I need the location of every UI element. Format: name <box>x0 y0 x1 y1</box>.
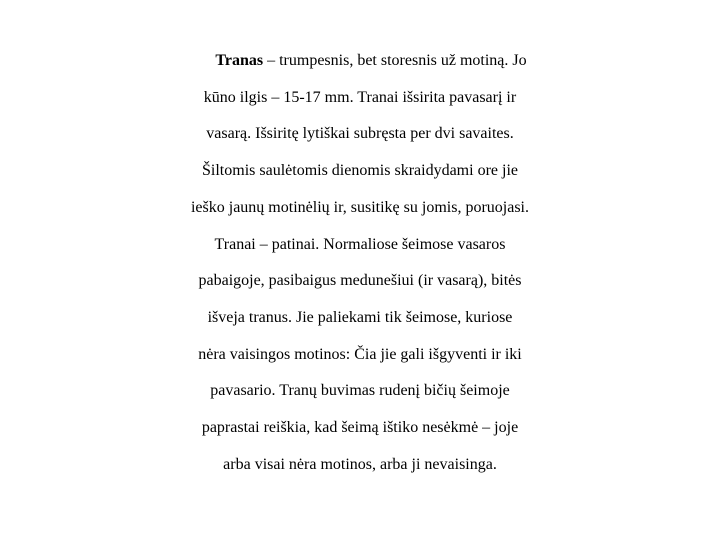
text-line: Tranai – patinai. Normaliose šeimose vasaros <box>214 235 506 253</box>
text-line-content: – trumpesnis, bet storesnis už motiną. Jo <box>263 52 527 69</box>
text-line: Šiltomis saulėtomis dienomis skraidydami ore jie <box>202 162 518 180</box>
text-line: išveja tranus. Jie paliekami tik šeimose, kuriose <box>207 308 513 326</box>
term-heading: Tranas <box>215 52 264 69</box>
text-line: pabaigoje, pasibaigus medunešiui (ir vasarą), bitės <box>198 272 522 290</box>
text-line <box>0 43 720 80</box>
text-line: paprastai reiškia, kad šeimą ištiko nesėkmė – joje <box>201 419 519 437</box>
text-line: nėra vaisingos motinos: Čia jie gali išgyventi ir iki <box>198 345 522 363</box>
text-line: kūno ilgis – 15-17 mm. Tranai išsirita pavasarį ir <box>203 88 517 106</box>
text-line: vasarą. Išsiritę lytiškai subręsta per dvi savaites. <box>206 125 514 143</box>
text-line: ieško jaunų motinėlių ir, susitikę su jomis, poruojasi. <box>190 198 529 216</box>
text-line: pavasario. Tranų buvimas rudenį bičių šeimoje <box>210 382 510 400</box>
paragraph <box>0 43 720 483</box>
text-line: arba visai nėra motinos, arba ji nevaisinga. <box>223 455 497 473</box>
